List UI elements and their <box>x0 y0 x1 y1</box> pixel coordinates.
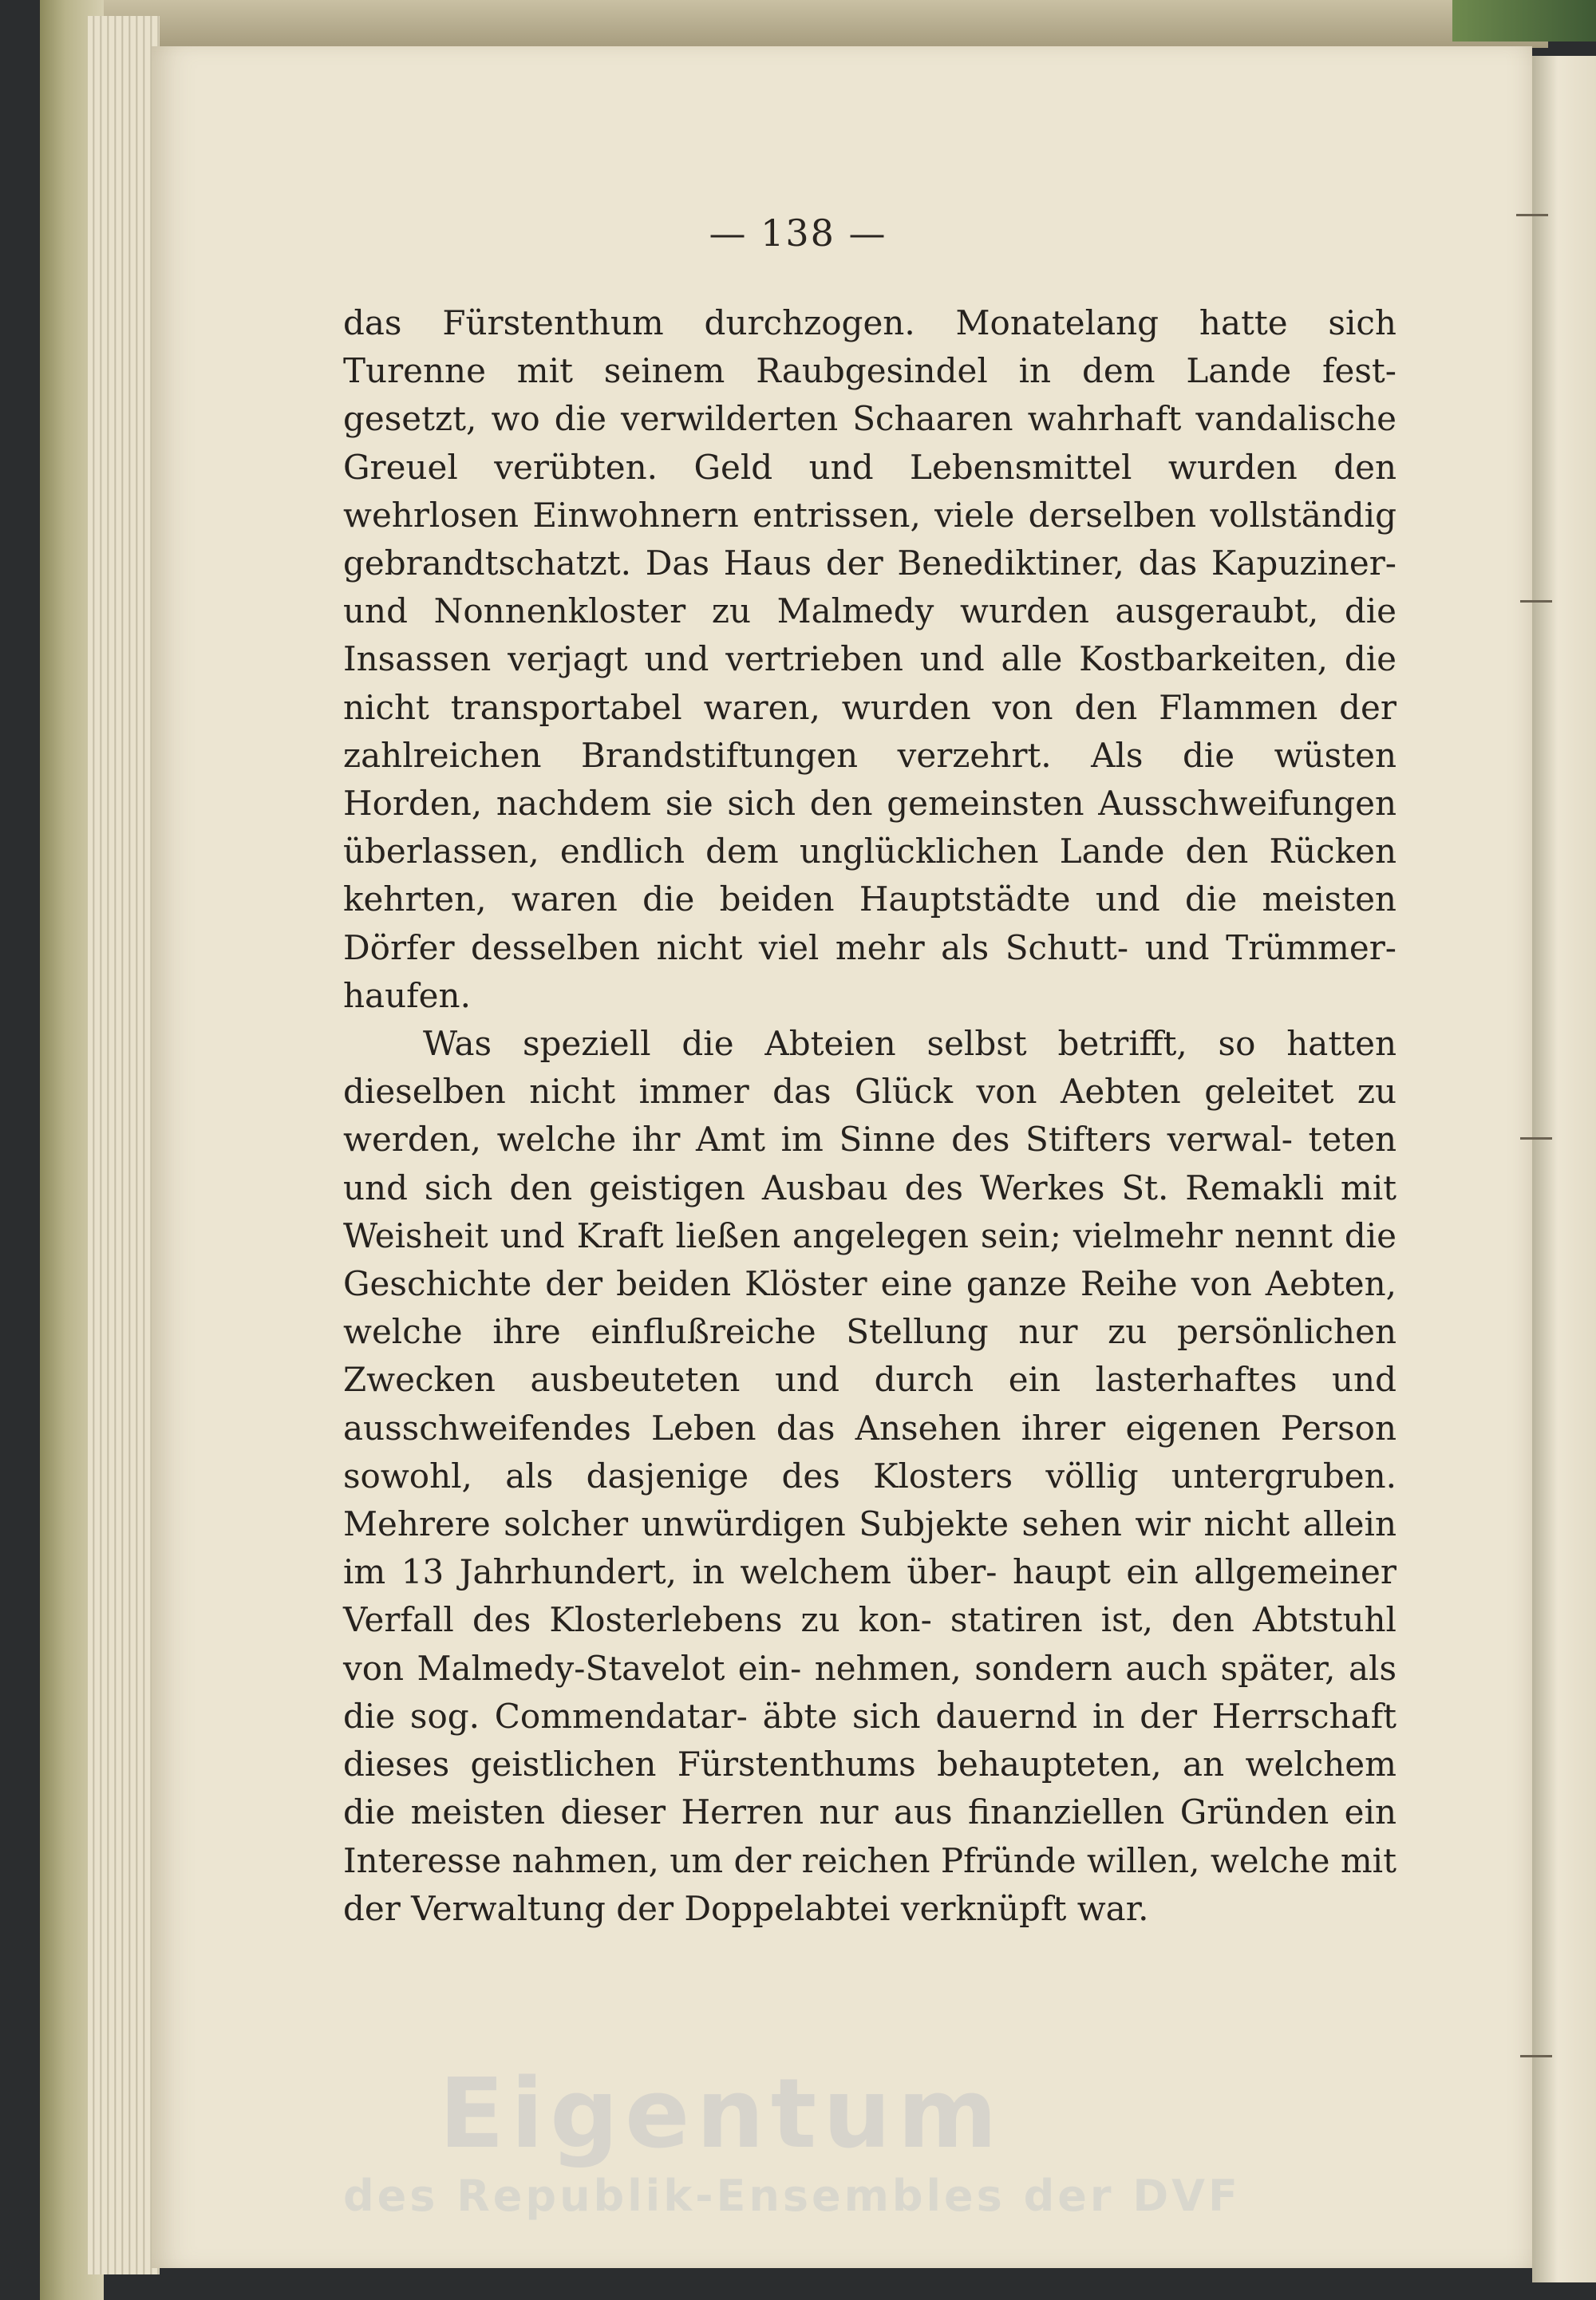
margin-tab-mark <box>1520 600 1552 603</box>
page-number: — 138 — <box>709 211 887 255</box>
page-stack-edge <box>88 16 160 2274</box>
margin-tab-mark <box>1520 1137 1552 1140</box>
ownership-stamp: Eigentum <box>439 2059 1004 2170</box>
ownership-stamp-subtext: des Republik-Ensembles der DVF <box>343 2171 1241 2221</box>
paragraph: Was speziell die Abteien selbst betrifft, so hatten dieselben nicht immer das Glück von Aebten geleitet zu werden, welche ihr Amt im Sinne des Stifters verwal- teten und sich den geistigen Ausbau des Werkes St. Remakli mit Weisheit und Kraft ließen angelegen sein; vielmehr nennt die Geschichte der beiden Klöster eine ganze Reihe von Aebten, welche ihre einflußreiche Stellung nur zu persönlichen Zwecken ausbeuteten und durch ein lasterhaftes und ausschweifendes Leben das Ansehen ihrer eigenen Person sowohl, als dasjenige des Klosters völlig untergruben. Mehrere solcher unwürdigen Subjekte sehen wir nicht allein im 13 Jahrhundert, in welchem über- haupt ein allgemeiner Verfall des Klosterlebens zu kon- statiren ist, den Abtstuhl von Malmedy-Stavelot ein- nehmen, sondern auch später, als die sog. Commendatar- äbte sich dauernd in der Herrschaft dieses geistlichen Fürstenthums behaupteten, an welchem die meisten dieser Herren nur aus finanziellen Gründen ein Interesse nahmen, um der reichen Pfründe willen, welche mit der Verwaltung der Doppelabtei verknüpft war. <box>343 1024 1396 1928</box>
body-text <box>343 299 1396 1933</box>
margin-tab-mark <box>1520 2055 1552 2057</box>
adjacent-page-edge <box>1532 56 1596 2282</box>
book-top-edge <box>48 0 1548 48</box>
book-cover-corner <box>1452 0 1596 41</box>
paragraph: das Fürstenthum durchzogen. Monatelang hatte sich Turenne mit seinem Raubgesindel in dem Lande fest- gesetzt, wo die verwilderten Schaaren wahrhaft vandalische Greuel verübten. Geld und Lebensmittel wurden den wehrlosen Einwohnern entrissen, viele derselben vollständig gebrandtschatzt. Das Haus der Benediktiner, das Kapuziner- und Nonnenkloster zu Malmedy wurden ausgeraubt, die Insassen verjagt und vertrieben und alle Kostbarkeiten, die nicht transportabel waren, wurden von den Flammen der zahlreichen Brandstiftungen verzehrt. Als die wüsten Horden, nachdem sie sich den gemeinsten Ausschweifungen überlassen, endlich dem unglücklichen Lande den Rücken kehrten, waren die beiden Hauptstädte und die meisten Dörfer desselben nicht viel mehr als Schutt- und Trümmer- haufen. <box>343 303 1396 1015</box>
